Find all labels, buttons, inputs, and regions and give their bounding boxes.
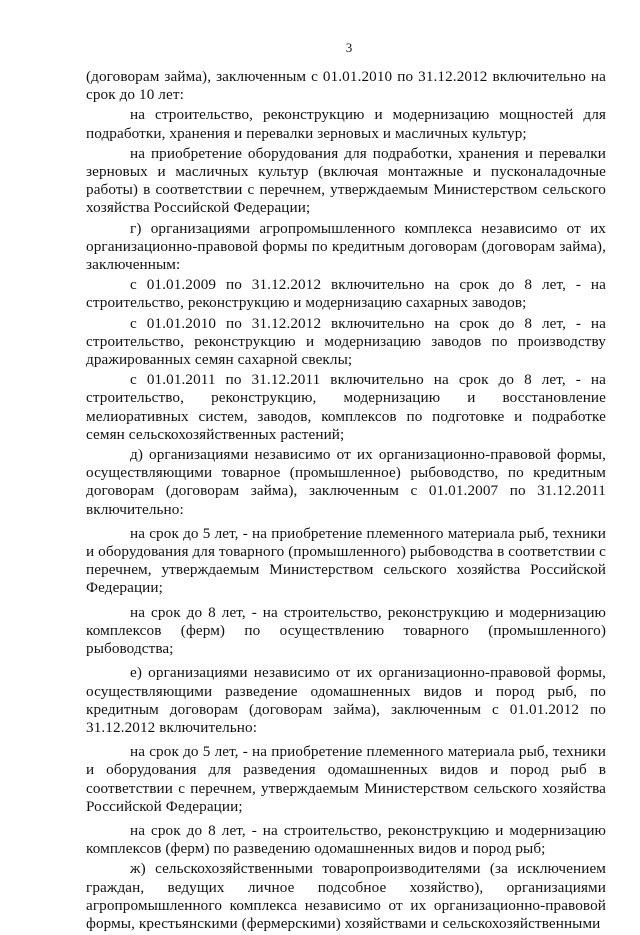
paragraph-fish-5-years: на срок до 5 лет, - на приобретение племенного материала рыб, техники и оборудования для товарного (промышленного) рыбоводства в соответствии с перечнем, утверждаемым Министерством сельского хозяйства Российской Федерации; bbox=[86, 524, 606, 597]
paragraph-grain-equipment: на приобретение оборудования для подработки, хранения и перевалки зерновых и масличных культур (включая монтажные и пусконаладочные работы) в соответствии с перечнем, утверждаемым Министерством сельского хозяйства Российской Федерации; bbox=[86, 144, 606, 217]
paragraph-grain-construction: на строительство, реконструкцию и модернизацию мощностей для подработки, хранения и перевалки зерновых и масличных культур; bbox=[86, 106, 606, 142]
document-page bbox=[86, 40, 606, 935]
paragraph-breeding-5-years: на срок до 5 лет, - на приобретение племенного материала рыб, техники и оборудования для разведения одомашненных видов и пород рыб в соответствии с перечнем, утверждаемым Министерством сельского хозяйства Российской Федерации; bbox=[86, 743, 606, 815]
paragraph-sugar-beet-seeds: с 01.01.2010 по 31.12.2012 включительно на срок до 8 лет, - на строительство, реконструкцию и модернизацию заводов по производству дражированных семян сахарной свеклы; bbox=[86, 314, 606, 369]
paragraph-item-d: д) организациями независимо от их организационно-правовой формы, осуществляющими товарное (промышленное) рыбоводство, по кредитным договорам (договорам займа), заключенным с 01.01.2007 по 31.12.2011 включительно: bbox=[86, 446, 606, 518]
paragraph-item-zh: ж) сельскохозяйственными товаропроизводителями (за исключением граждан, ведущих личное подсобное хозяйство), организациями агропромышленного комплекса независимо от их организационно-правовой формы, крестьянскими (фермерскими) хозяйствами и сельскохозяйственными bbox=[86, 860, 606, 932]
paragraph-item-e: е) организациями независимо от их организационно-правовой формы, осуществляющими разведение одомашненных видов и пород рыб, по кредитным договорам (договорам займа), заключенным с 01.01.2012 по 31.12.2012 включительно: bbox=[86, 664, 606, 736]
paragraph-sugar-plants: с 01.01.2009 по 31.12.2012 включительно на срок до 8 лет, - на строительство, реконструкцию и модернизацию сахарных заводов; bbox=[86, 276, 606, 312]
page-number: 3 bbox=[345, 40, 353, 55]
paragraph-continuation: (договорам займа), заключенным с 01.01.2010 по 31.12.2012 включительно на срок до 10 лет: bbox=[86, 68, 606, 104]
paragraph-item-g: г) организациями агропромышленного комплекса независимо от их организационно-правовой формы по кредитным договорам (договорам займа), заключенным: bbox=[86, 219, 606, 274]
paragraph-fish-8-years: на срок до 8 лет, - на строительство, реконструкцию и модернизацию комплексов (ферм) по осуществлению товарного (промышленного) рыбоводства; bbox=[86, 603, 606, 658]
paragraph-breeding-8-years: на срок до 8 лет, - на строительство, реконструкцию и модернизацию комплексов (ферм) по разведению одомашненных видов и пород рыб; bbox=[86, 821, 606, 858]
paragraph-melioration: с 01.01.2011 по 31.12.2011 включительно на срок до 8 лет, - на строительство, реконструкцию, модернизацию и восстановление мелиоративных систем, заводов, комплексов по подготовке и подработке семян сельскохозяйственных растений; bbox=[86, 371, 606, 443]
